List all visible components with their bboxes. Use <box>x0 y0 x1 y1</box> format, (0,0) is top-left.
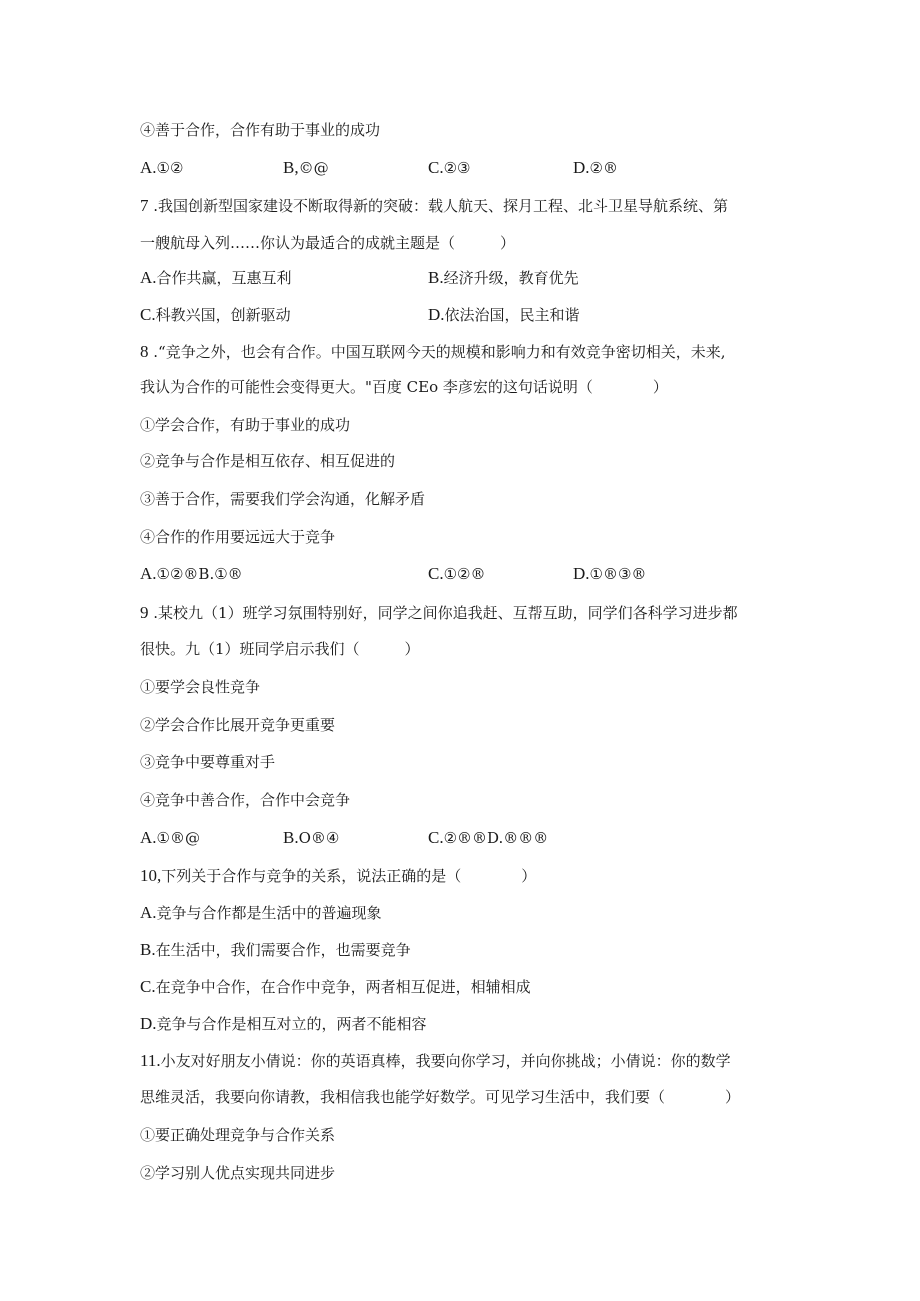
q7-option-c-text: 科教兴国，创新驱动 <box>155 306 291 324</box>
q11-stem-line-2: 思维灵活，我要向你请教，我相信我也能学好数学。可见学习生活中，我们要（ ） <box>140 1088 741 1106</box>
q9-statement-2: ②学会合作比展开竞争更重要 <box>140 716 336 734</box>
q6-option-d[interactable] <box>573 158 618 178</box>
q8-statement-2: ②竞争与合作是相互依存、相互促进的 <box>140 452 396 470</box>
q10-option-d-letter: D. <box>140 1014 157 1033</box>
q6-option-a-text: ①② <box>156 159 184 177</box>
q10-option-c-letter: C. <box>140 977 156 996</box>
q9-statement-1: ①要学会良性竞争 <box>140 678 261 696</box>
q9-stem-line-1 <box>140 603 738 623</box>
q6-option-d-text: ②® <box>589 159 618 177</box>
q10-option-a-text: 竞争与合作都是生活中的普遍现象 <box>156 904 382 922</box>
q11-statement-1: ①要正确处理竞争与合作关系 <box>140 1126 336 1144</box>
q8-number: 8 <box>140 342 149 361</box>
q9-option-b[interactable] <box>283 828 339 848</box>
q9-option-b-text: O®④ <box>298 829 340 847</box>
q6-option-a-letter: A. <box>140 158 157 177</box>
q10-option-a-letter: A. <box>140 903 157 922</box>
q7-option-d[interactable] <box>428 305 580 325</box>
q6-option-a[interactable] <box>140 158 183 178</box>
q9-stem-text-1: .某校九（1）班学习氛围特别好，同学之间你追我赶、互帮互助，同学们各科学习进步都 <box>148 604 738 622</box>
q7-option-d-text: 依法治国，民主和谐 <box>444 306 580 324</box>
q9-option-c-letter: C. <box>428 828 444 847</box>
q8-option-d-text: ①®③® <box>589 565 647 583</box>
q8-option-a-text: ①②®B.①® <box>156 565 243 583</box>
q6-option-b-text: ©@ <box>298 159 329 177</box>
q10-option-b-text: 在生活中，我们需要合作，也需要竞争 <box>155 941 411 959</box>
q7-option-c[interactable] <box>140 305 291 325</box>
q11-statement-2: ②学习别人优点实现共同进步 <box>140 1164 336 1182</box>
q10-option-b-letter: B. <box>140 940 156 959</box>
q8-option-a-b[interactable] <box>140 564 243 584</box>
q8-stem-line-2: 我认为合作的可能性会变得更大。"百度 CEo 李彦宏的这句话说明（ ） <box>140 378 668 396</box>
q10-option-c-text: 在竞争中合作，在合作中竞争，两者相互促进，相辅相成 <box>155 978 531 996</box>
q7-stem-line-1 <box>140 196 728 216</box>
q8-option-a-letter: A. <box>140 564 157 583</box>
q7-option-b-text: 经济升级，教育优先 <box>443 269 579 287</box>
q11-stem-text-1: 小友对好朋友小倩说：你的英语真棒，我要向你学习，并向你挑战；小倩说：你的数学 <box>160 1052 731 1070</box>
q8-option-d[interactable] <box>573 564 646 584</box>
q8-statement-1: ①学会合作，有助于事业的成功 <box>140 416 351 434</box>
q10-option-d[interactable] <box>140 1014 427 1034</box>
q9-option-c-text: ②®®D.®®® <box>443 829 549 847</box>
q6-option-d-letter: D. <box>573 158 590 177</box>
q9-option-a-letter: A. <box>140 828 157 847</box>
q9-option-b-letter: B. <box>283 828 299 847</box>
q9-statement-3: ③竞争中要尊重对手 <box>140 753 276 771</box>
q7-option-a-letter: A. <box>140 268 157 287</box>
q11-stem-line-1 <box>140 1051 731 1071</box>
q9-option-a-text: ①®@ <box>156 829 200 847</box>
q10-option-c[interactable] <box>140 977 531 997</box>
q9-number: 9 <box>140 603 149 622</box>
q10-stem-text-1: 下列关于合作与竞争的关系，说法正确的是（ ） <box>161 867 537 885</box>
q8-stem-text-1: .“竞争之外，也会有合作。中国互联网今天的规模和影响力和有效竞争密切相关，未来, <box>148 343 726 361</box>
q7-number: 7 <box>140 196 149 215</box>
q10-stem-line-1 <box>140 866 536 886</box>
q9-option-c-d[interactable] <box>428 828 548 848</box>
q10-option-a[interactable] <box>140 903 382 923</box>
q8-statement-3: ③善于合作，需要我们学会沟通，化解矛盾 <box>140 490 426 508</box>
q11-number: 11. <box>140 1051 161 1070</box>
q10-number: 10, <box>140 866 162 885</box>
q6-option-b-letter: B, <box>283 158 299 177</box>
q6-option-c[interactable] <box>428 158 471 178</box>
q7-stem-line-2: 一艘航母入列……你认为最适合的成就主题是（ ） <box>140 234 516 252</box>
q8-statement-4: ④合作的作用要远远大于竞争 <box>140 528 336 546</box>
q7-option-b-letter: B. <box>428 268 444 287</box>
q7-option-d-letter: D. <box>428 305 445 324</box>
q9-option-a[interactable] <box>140 828 200 848</box>
q7-stem-text-1: .我国创新型国家建设不断取得新的突破：载人航天、探月工程、北斗卫星导航系统、第 <box>148 197 729 215</box>
q8-stem-line-1 <box>140 342 725 362</box>
q8-option-d-letter: D. <box>573 564 590 583</box>
q8-option-c[interactable] <box>428 564 486 584</box>
q7-option-b[interactable] <box>428 268 579 288</box>
q6-option-c-text: ②③ <box>443 159 471 177</box>
q6-option-c-letter: C. <box>428 158 444 177</box>
q10-option-d-text: 竞争与合作是相互对立的，两者不能相容 <box>156 1015 427 1033</box>
q8-option-c-letter: C. <box>428 564 444 583</box>
q8-option-c-text: ①②® <box>443 565 486 583</box>
q9-stem-line-2: 很快。九（1）班同学启示我们（ ） <box>140 640 420 658</box>
q7-option-a-text: 合作共赢，互惠互利 <box>156 269 292 287</box>
q7-option-c-letter: C. <box>140 305 156 324</box>
q6-statement-4: ④善于合作，合作有助于事业的成功 <box>140 121 381 139</box>
q10-option-b[interactable] <box>140 940 411 960</box>
q7-option-a[interactable] <box>140 268 292 288</box>
q9-statement-4: ④竞争中善合作，合作中会竞争 <box>140 791 351 809</box>
q6-option-b[interactable] <box>283 158 329 178</box>
